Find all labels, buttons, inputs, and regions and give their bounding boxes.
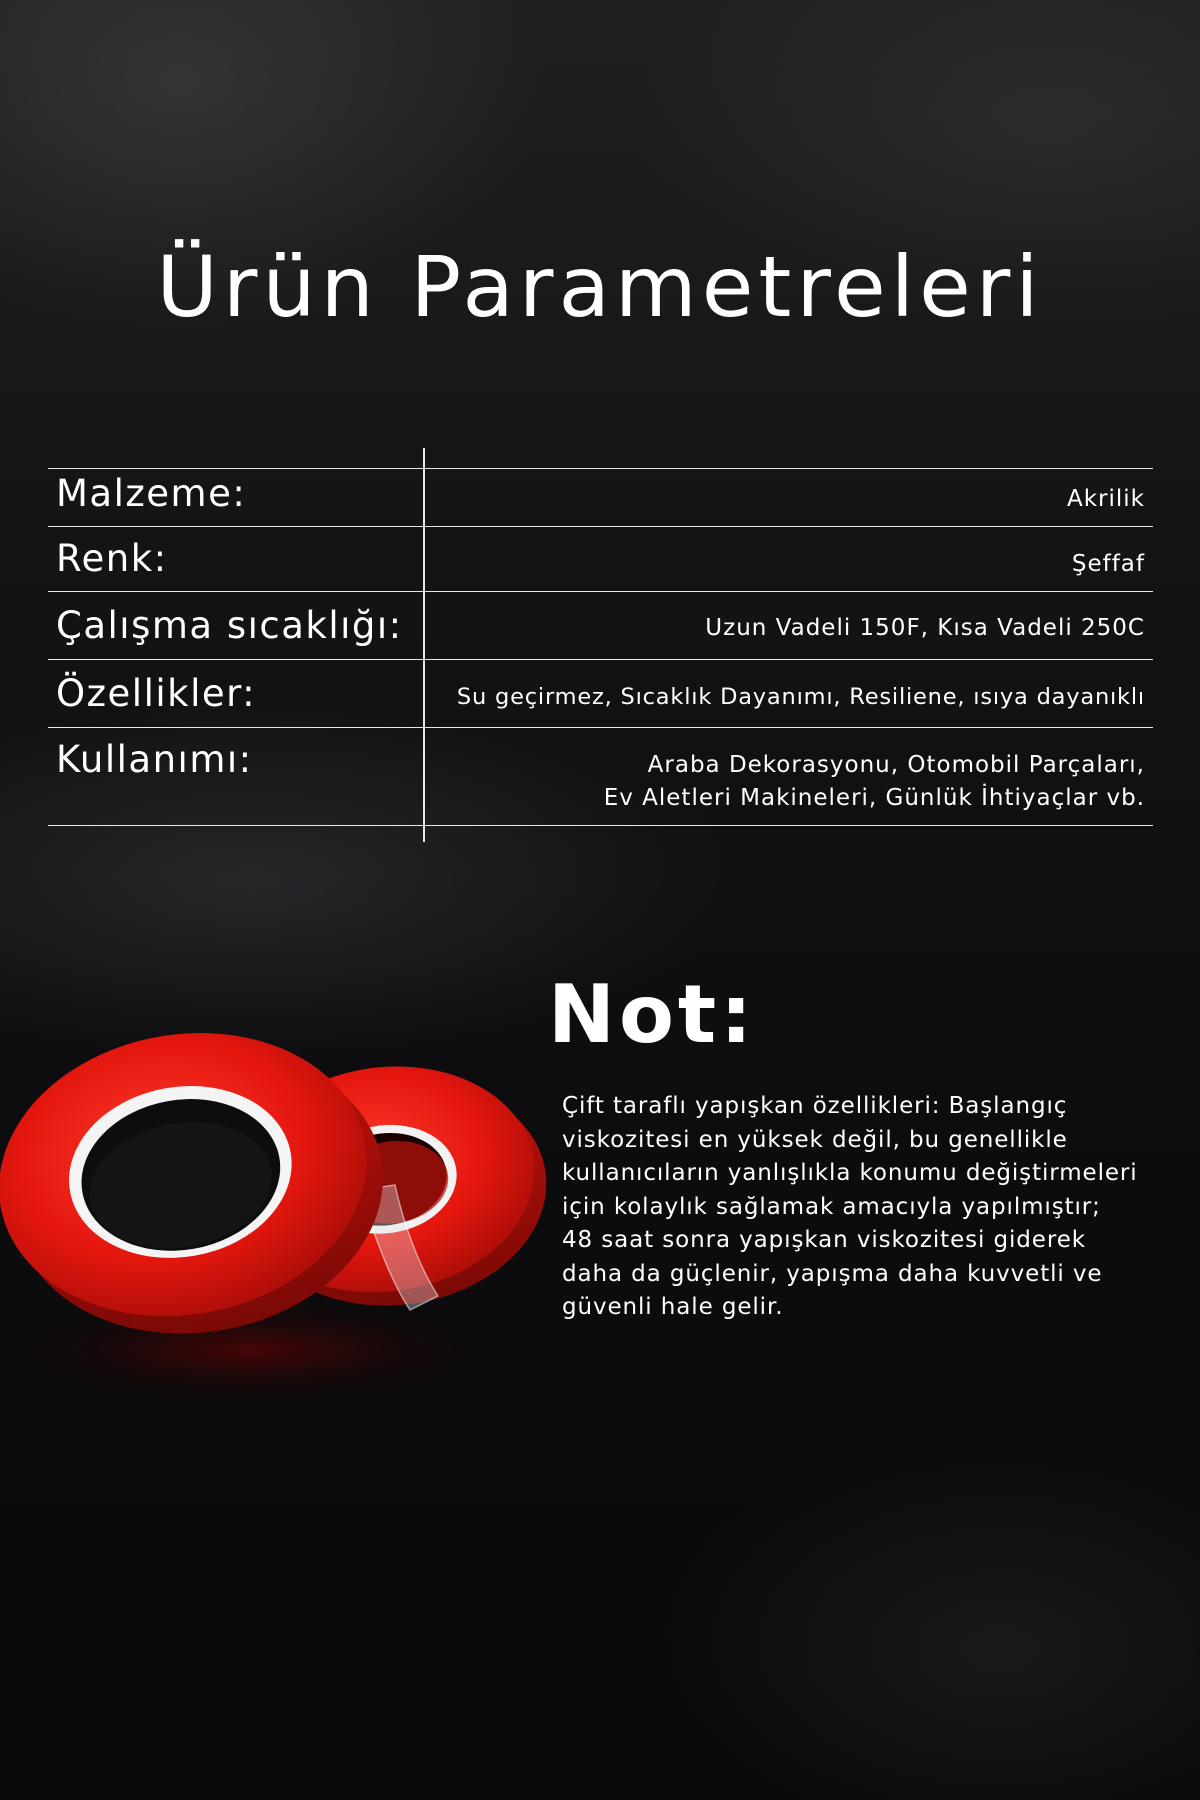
param-value-line: Ev Aletleri Makineleri, Günlük İhtiyaçlar vb. xyxy=(603,785,1145,811)
page-title: Ürün Parametreleri xyxy=(156,238,1044,336)
table-row xyxy=(48,526,1153,591)
param-label-working-temperature: Çalışma sıcaklığı: xyxy=(56,604,403,647)
param-value-line: Araba Dekorasyonu, Otomobil Parçaları, xyxy=(647,752,1145,778)
note-line: kullanıcıların yanlışlıkla konumu değiştirmeleri xyxy=(562,1160,1138,1186)
note-line: Çift taraflı yapışkan özellikleri: Başlangıç xyxy=(562,1093,1068,1119)
param-value-features xyxy=(423,660,1153,727)
note-title: Not: xyxy=(548,968,757,1061)
note-line: daha da güçlenir, yapışma daha kuvvetli ve xyxy=(562,1260,1103,1287)
note-line: 48 saat sonra yapışkan viskozitesi giderek xyxy=(562,1227,1086,1253)
param-value-line: Su geçirmez, Sıcaklık Dayanımı, Resiliene, ısıya dayanıklı xyxy=(456,684,1145,710)
param-value-working-temperature xyxy=(423,592,1153,659)
table-row xyxy=(48,727,1153,826)
table-row xyxy=(48,659,1153,727)
param-value-line: Uzun Vadeli 150F, Kısa Vadeli 250C xyxy=(705,615,1145,641)
param-value-line: Şeffaf xyxy=(1071,551,1145,577)
table-row xyxy=(48,468,1153,526)
param-label-color: Renk: xyxy=(56,537,168,580)
param-label-usage: Kullanımı: xyxy=(56,738,253,781)
param-value-line: Akrilik xyxy=(1067,486,1145,512)
param-value-material xyxy=(423,469,1153,526)
param-value-usage xyxy=(423,728,1153,825)
param-label-features: Özellikler: xyxy=(56,672,257,715)
table-row xyxy=(48,591,1153,659)
note-body xyxy=(562,1090,1172,1325)
tape-rolls-image xyxy=(0,980,560,1420)
note-line: için kolaylık sağlamak amacıyla yapılmıştır; xyxy=(562,1193,1101,1220)
note-line: güvenli hale gelir. xyxy=(562,1294,784,1320)
note-line: viskozitesi en yüksek değil, bu genellikle xyxy=(562,1126,1068,1153)
param-label-material: Malzeme: xyxy=(56,472,247,515)
param-value-color xyxy=(423,527,1153,591)
parameters-table xyxy=(48,468,1153,826)
